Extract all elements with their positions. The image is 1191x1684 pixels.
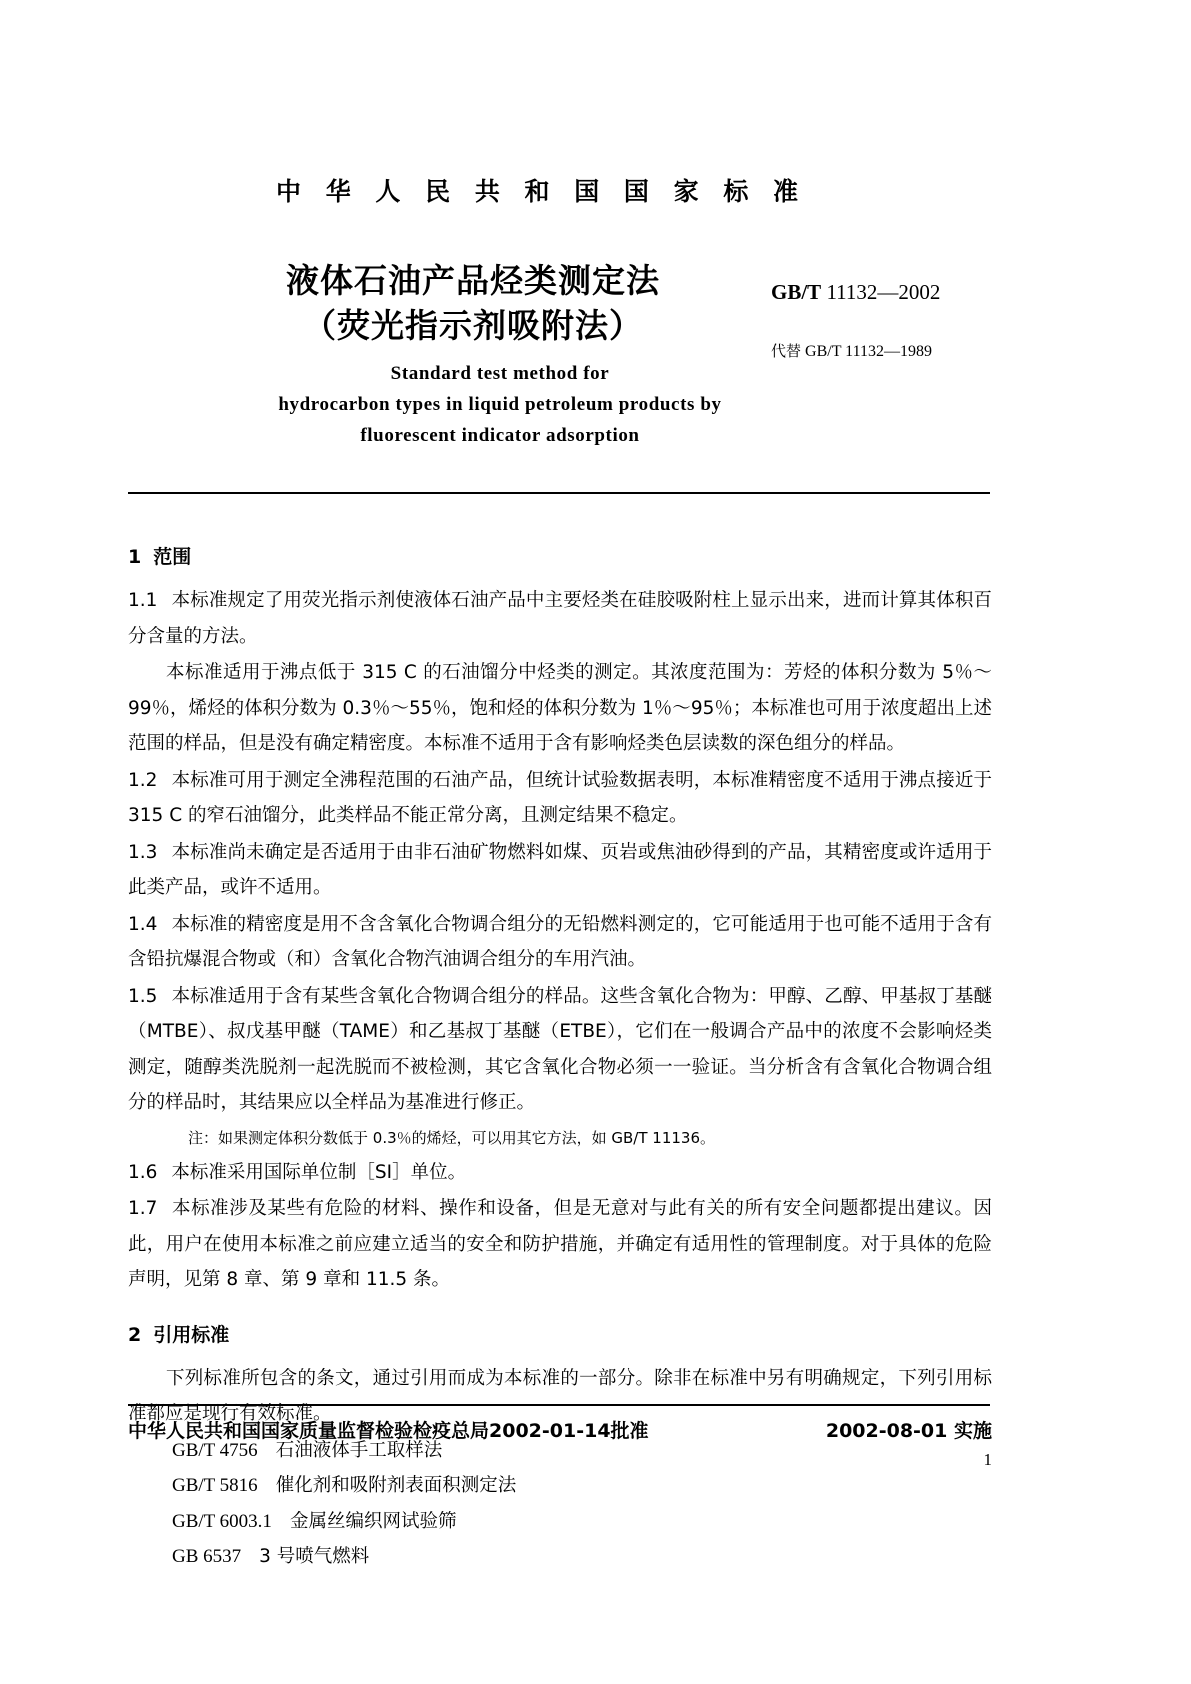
reference-name: 石油液体手工取样法 bbox=[275, 1439, 443, 1461]
reference-item bbox=[128, 1539, 992, 1575]
document-title-english bbox=[130, 358, 870, 451]
clause-1-5-note: 注：如果测定体积分数低于 0.3％的烯烃，可以用其它方法，如 GB/T 11136。 bbox=[188, 1128, 716, 1147]
clause-1-4-number: 1.4 bbox=[128, 913, 158, 935]
clause-1-7-text: 本标准涉及某些有危险的材料、操作和设备，但是无意对与此有关的所有安全问题都提出建议。因此，用户在使用本标准之前应建立适当的安全和防护措施，并确定有适用性的管理制度。对于具体的危险声明，见第 8 章、第 9 章和 11.5 条。 bbox=[128, 1198, 992, 1290]
reference-name: 催化剂和吸附剂表面积测定法 bbox=[275, 1475, 517, 1496]
replaces-value: GB/T 11132—1989 bbox=[805, 343, 932, 360]
clause-1-5 bbox=[128, 979, 992, 1121]
clause-1-3-text: 本标准尚未确定是否适用于由非石油矿物燃料如煤、页岩或焦油砂得到的产品，其精密度或许适用于此类产品，或许不适用。 bbox=[128, 841, 992, 898]
footer-divider-rule bbox=[128, 1404, 990, 1406]
section-2-intro: 下列标准所包含的条文，通过引用而成为本标准的一部分。除非在标准中另有明确规定，下列引用标准都应是现行有效标准。 bbox=[128, 1367, 992, 1424]
section-2-title: 引用标准 bbox=[153, 1323, 230, 1346]
page-number: 1 bbox=[983, 1450, 992, 1469]
clause-1-1 bbox=[128, 583, 992, 654]
standard-designation bbox=[771, 280, 940, 305]
clause-1-6 bbox=[128, 1155, 992, 1191]
effective-date: 2002-08-01 实施 bbox=[825, 1420, 992, 1442]
title-en-line1: Standard test method for bbox=[390, 363, 610, 384]
section-1-title: 范围 bbox=[153, 546, 192, 568]
clause-1-4-text: 本标准的精密度是用不含含氧化合物调合组分的无铅燃料测定的，它可能适用于也可能不适用于含有含铅抗爆混合物或（和）含氧化合物汽油调合组分的车用汽油。 bbox=[128, 913, 992, 970]
clause-1-5-text: 本标准适用于含有某些含氧化合物调合组分的样品。这些含氧化合物为：甲醇、乙醇、甲基叔丁基醚（MTBE）、叔戊基甲醚（TAME）和乙基叔丁基醚（ETBE），它们在一般调合产品中的浓度不会影响烃类测定，随醇类洗脱剂一起洗脱而不被检测，其它含氧化合物必须一一验证。当分析含有含氧化合物调合组分的样品时，其结果应以全样品为基准进行修正。 bbox=[128, 985, 992, 1113]
reference-code: GB/T 6003.1 bbox=[172, 1510, 272, 1532]
standard-number: 11132—2002 bbox=[821, 280, 941, 304]
clause-1-2-number: 1.2 bbox=[128, 769, 158, 791]
approval-statement: 中华人民共和国国家质量监督检验检疫总局2002-01-14批准 bbox=[128, 1420, 649, 1442]
standard-prefix: GB/T bbox=[771, 280, 822, 304]
replaces-label: 代替 bbox=[771, 342, 802, 360]
section-1-number: 1 bbox=[128, 546, 142, 568]
clause-1-1-paragraph-2: 本标准适用于沸点低于 315 C 的石油馏分中烃类的测定。其浓度范围为：芳烃的体积分数为 5％～99％，烯烃的体积分数为 0.3％～55％，饱和烃的体积分数为 1％～95％；本标准也可用于浓度超出上述范围的样品，但是没有确定精密度。本标准不适用于含有影响烃类色层读数的深色组分的样品。 bbox=[128, 662, 992, 754]
header-divider-rule bbox=[128, 492, 990, 494]
title-en-line3: fluorescent indicator adsorption bbox=[360, 425, 640, 446]
clause-1-6-number: 1.6 bbox=[128, 1161, 158, 1183]
reference-item bbox=[128, 1504, 992, 1540]
clause-1-5-number: 1.5 bbox=[128, 985, 158, 1007]
page-footer bbox=[128, 1416, 992, 1443]
document-title-chinese-line2: （荧光指示剂吸附法） bbox=[303, 306, 643, 345]
national-standard-header: 中 华 人 民 共 和 国 国 家 标 准 bbox=[276, 177, 807, 206]
clause-1-7-number: 1.7 bbox=[128, 1198, 158, 1219]
clause-1-1-number: 1.1 bbox=[128, 590, 158, 611]
section-heading-scope bbox=[128, 542, 992, 569]
reference-code: GB/T 4756 bbox=[172, 1439, 258, 1461]
reference-code: GB 6537 bbox=[172, 1546, 242, 1567]
reference-item bbox=[128, 1468, 992, 1504]
clause-1-1-text: 本标准规定了用荧光指示剂使液体石油产品中主要烃类在硅胶吸附柱上显示出来，进而计算其体积百分含量的方法。 bbox=[128, 590, 992, 647]
section-2-number: 2 bbox=[128, 1323, 142, 1346]
clause-1-2 bbox=[128, 763, 992, 834]
clause-1-2-text: 本标准可用于测定全沸程范围的石油产品，但统计试验数据表明，本标准精密度不适用于沸点接近于 315 C 的窄石油馏分，此类样品不能正常分离，且测定结果不稳定。 bbox=[128, 769, 992, 826]
clause-1-3 bbox=[128, 835, 992, 906]
reference-name: 金属丝编织网试验筛 bbox=[289, 1510, 457, 1532]
clause-1-3-number: 1.3 bbox=[128, 841, 158, 863]
clause-1-7 bbox=[128, 1191, 992, 1298]
clause-1-4 bbox=[128, 907, 992, 978]
title-en-line2: hydrocarbon types in liquid petroleum products by bbox=[278, 394, 722, 415]
document-title-chinese-line1: 液体石油产品烃类测定法 bbox=[286, 261, 660, 300]
reference-code: GB/T 5816 bbox=[172, 1475, 258, 1496]
clause-1-6-text: 本标准采用国际单位制［SI］单位。 bbox=[171, 1161, 467, 1183]
section-heading-normative-references bbox=[128, 1320, 992, 1347]
reference-name: 3 号喷气燃料 bbox=[259, 1546, 370, 1567]
